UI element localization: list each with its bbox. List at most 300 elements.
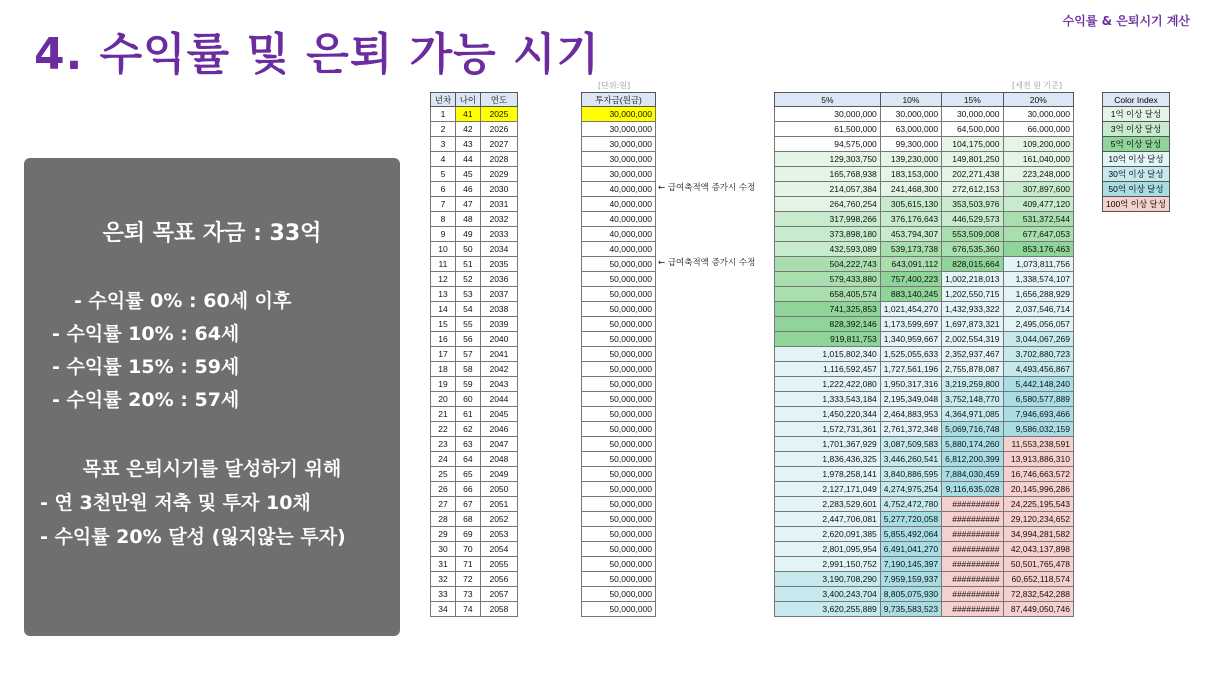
table-row: [582, 572, 656, 587]
return-cell-5: 165,768,938: [775, 167, 881, 182]
table-row: [431, 182, 518, 197]
table-row: [582, 527, 656, 542]
year-no-cell: 13: [431, 287, 456, 302]
return-cell-15: 676,535,360: [942, 242, 1003, 257]
year-no-cell: 2: [431, 122, 456, 137]
age-cell: 59: [455, 377, 480, 392]
table-row: [431, 242, 518, 257]
return-cell-15: 2,002,554,319: [942, 332, 1003, 347]
age-cell: 48: [455, 212, 480, 227]
return-cell-5: 129,303,750: [775, 152, 881, 167]
age-cell: 70: [455, 542, 480, 557]
table-row: [582, 422, 656, 437]
corner-section-label: 수익률 & 은퇴시기 계산: [1062, 14, 1190, 28]
year-no-cell: 3: [431, 137, 456, 152]
investment-cell: 50,000,000: [582, 542, 656, 557]
return-cell-15: 446,529,573: [942, 212, 1003, 227]
table-row: [431, 392, 518, 407]
table-row: [582, 557, 656, 572]
table-row: [431, 512, 518, 527]
return-cell-10: 8,805,075,930: [880, 587, 941, 602]
table-row: [431, 227, 518, 242]
color-index-row: [1103, 197, 1170, 212]
return-cell-5: 94,575,000: [775, 137, 881, 152]
return-cell-15: 2,352,937,467: [942, 347, 1003, 362]
table-row: [582, 467, 656, 482]
plan-line-2: - 수익률 20% 달성 (잃지않는 투자): [40, 526, 346, 548]
table-row: [775, 482, 1074, 497]
table-row: [582, 152, 656, 167]
investment-cell: 50,000,000: [582, 437, 656, 452]
age-cell: 45: [455, 167, 480, 182]
year-cell: 2057: [480, 587, 517, 602]
table-row: [431, 377, 518, 392]
return-cell-10: 883,140,245: [880, 287, 941, 302]
year-cell: 2045: [480, 407, 517, 422]
table-row: [431, 497, 518, 512]
return-cell-15: 3,219,259,800: [942, 377, 1003, 392]
investment-cell: 50,000,000: [582, 257, 656, 272]
age-cell: 41: [455, 107, 480, 122]
return-cell-5: 1,116,592,457: [775, 362, 881, 377]
return-cell-15: 6,812,200,399: [942, 452, 1003, 467]
investment-cell: 50,000,000: [582, 512, 656, 527]
year-no-cell: 6: [431, 182, 456, 197]
year-no-cell: 11: [431, 257, 456, 272]
table-row: [775, 152, 1074, 167]
investment-cell: 50,000,000: [582, 452, 656, 467]
return-cell-5: 2,127,171,049: [775, 482, 881, 497]
return-cell-10: 5,277,720,058: [880, 512, 941, 527]
rate-line-15: - 수익률 15% : 59세: [52, 356, 240, 378]
table-row: [582, 272, 656, 287]
table-row: [431, 437, 518, 452]
return-cell-5: 579,433,880: [775, 272, 881, 287]
year-no-cell: 1: [431, 107, 456, 122]
return-cell-10: 139,230,000: [880, 152, 941, 167]
year-table: [430, 92, 518, 617]
table-row: [775, 107, 1074, 122]
age-cell: 73: [455, 587, 480, 602]
year-cell: 2040: [480, 332, 517, 347]
investment-cell: 50,000,000: [582, 497, 656, 512]
return-cell-5: 2,620,091,385: [775, 527, 881, 542]
color-index-item: 3억 이상 달성: [1103, 122, 1170, 137]
return-cell-15: 5,880,174,260: [942, 437, 1003, 452]
return-cell-20: 24,225,195,543: [1003, 497, 1074, 512]
investment-cell: 30,000,000: [582, 167, 656, 182]
investment-cell: 30,000,000: [582, 122, 656, 137]
table-row: [431, 452, 518, 467]
table-row: [775, 242, 1074, 257]
unit-label-faint: [단위:원]: [598, 81, 631, 90]
year-cell: 2058: [480, 602, 517, 617]
return-cell-10: 63,000,000: [880, 122, 941, 137]
return-cell-10: 3,840,886,595: [880, 467, 941, 482]
table-row: [582, 137, 656, 152]
year-no-cell: 16: [431, 332, 456, 347]
year-no-cell: 18: [431, 362, 456, 377]
year-cell: 2029: [480, 167, 517, 182]
table-row: [431, 542, 518, 557]
return-cell-15: 828,015,664: [942, 257, 1003, 272]
rate-line-20: - 수익률 20% : 57세: [52, 389, 240, 411]
investment-cell: 50,000,000: [582, 572, 656, 587]
return-cell-20: 4,493,456,867: [1003, 362, 1074, 377]
year-cell: 2053: [480, 527, 517, 542]
color-index-header: Color Index: [1103, 93, 1170, 107]
return-cell-10: 2,761,372,348: [880, 422, 941, 437]
return-cell-10: 183,153,000: [880, 167, 941, 182]
retirement-target: 은퇴 목표 자금 : 33억: [102, 221, 322, 246]
return-cell-20: 9,586,032,159: [1003, 422, 1074, 437]
year-no-cell: 29: [431, 527, 456, 542]
table-row: [582, 377, 656, 392]
color-index-row: [1103, 152, 1170, 167]
return-cell-5: 828,392,146: [775, 317, 881, 332]
table-row: [431, 362, 518, 377]
year-cell: 2054: [480, 542, 517, 557]
return-cell-10: 4,274,975,254: [880, 482, 941, 497]
table-row: [582, 602, 656, 617]
table-row: [431, 152, 518, 167]
investment-cell: 50,000,000: [582, 467, 656, 482]
color-index-item: 5억 이상 달성: [1103, 137, 1170, 152]
plan-line-1: - 연 3천만원 저축 및 투자 10채: [40, 492, 311, 514]
plan-title: 목표 은퇴시기를 달성하기 위해: [82, 458, 342, 480]
table-row: [775, 122, 1074, 137]
investment-cell: 50,000,000: [582, 392, 656, 407]
year-cell: 2047: [480, 437, 517, 452]
year-cell: 2055: [480, 557, 517, 572]
table-row: [582, 287, 656, 302]
return-cell-15: 4,364,971,085: [942, 407, 1003, 422]
table-row: [431, 212, 518, 227]
table-row: [431, 602, 518, 617]
return-cell-20: 42,043,137,898: [1003, 542, 1074, 557]
year-no-cell: 24: [431, 452, 456, 467]
return-cell-20: 677,647,053: [1003, 227, 1074, 242]
year-cell: 2025: [480, 107, 517, 122]
investment-cell: 50,000,000: [582, 317, 656, 332]
year-cell: 2038: [480, 302, 517, 317]
color-index-row: [1103, 137, 1170, 152]
header-year: 연도: [480, 93, 517, 107]
return-cell-20: 6,580,577,889: [1003, 392, 1074, 407]
investment-cell: 50,000,000: [582, 302, 656, 317]
age-cell: 42: [455, 122, 480, 137]
color-index-row: [1103, 122, 1170, 137]
return-cell-10: 539,173,738: [880, 242, 941, 257]
return-cell-10: 2,464,883,953: [880, 407, 941, 422]
return-cell-20: 20,145,996,286: [1003, 482, 1074, 497]
year-cell: 2033: [480, 227, 517, 242]
return-cell-15: 553,509,008: [942, 227, 1003, 242]
age-cell: 52: [455, 272, 480, 287]
return-cell-20: 50,501,765,478: [1003, 557, 1074, 572]
returns-table: [774, 92, 1074, 617]
return-cell-5: 3,190,708,290: [775, 572, 881, 587]
age-cell: 61: [455, 407, 480, 422]
return-cell-5: 504,222,743: [775, 257, 881, 272]
page-title: 4. 수익률 및 은퇴 가능 시기: [34, 29, 600, 80]
color-index-row: [1103, 182, 1170, 197]
year-cell: 2032: [480, 212, 517, 227]
return-cell-20: 16,746,663,572: [1003, 467, 1074, 482]
investment-cell: 50,000,000: [582, 482, 656, 497]
return-cell-20: 3,702,880,723: [1003, 347, 1074, 362]
return-cell-20: 1,073,811,756: [1003, 257, 1074, 272]
table-row: [775, 602, 1074, 617]
color-index-item: 1억 이상 달성: [1103, 107, 1170, 122]
table-row: [582, 212, 656, 227]
return-cell-5: 1,015,802,340: [775, 347, 881, 362]
header-return-5: 5%: [775, 93, 881, 107]
return-cell-5: 214,057,384: [775, 182, 881, 197]
age-cell: 69: [455, 527, 480, 542]
year-no-cell: 31: [431, 557, 456, 572]
header-return-20: 20%: [1003, 93, 1074, 107]
table-row: [775, 542, 1074, 557]
return-cell-5: 1,572,731,361: [775, 422, 881, 437]
return-cell-5: 2,447,706,081: [775, 512, 881, 527]
return-cell-10: 376,176,643: [880, 212, 941, 227]
return-cell-10: 7,190,145,397: [880, 557, 941, 572]
return-cell-20: 1,656,288,929: [1003, 287, 1074, 302]
return-cell-20: 109,200,000: [1003, 137, 1074, 152]
year-no-cell: 15: [431, 317, 456, 332]
age-cell: 67: [455, 497, 480, 512]
color-index-item: 10억 이상 달성: [1103, 152, 1170, 167]
table-row: [582, 482, 656, 497]
table-row: [775, 197, 1074, 212]
return-cell-20: 66,000,000: [1003, 122, 1074, 137]
return-cell-10: 3,446,260,541: [880, 452, 941, 467]
return-cell-10: 1,340,959,667: [880, 332, 941, 347]
investment-cell: 40,000,000: [582, 197, 656, 212]
table-row: [431, 332, 518, 347]
return-cell-5: 919,811,753: [775, 332, 881, 347]
age-cell: 49: [455, 227, 480, 242]
table-row: [582, 392, 656, 407]
table-row: [582, 257, 656, 272]
age-cell: 60: [455, 392, 480, 407]
return-cell-20: 531,372,544: [1003, 212, 1074, 227]
table-row: [431, 197, 518, 212]
table-row: [431, 347, 518, 362]
table-row: [582, 332, 656, 347]
investment-cell: 50,000,000: [582, 407, 656, 422]
return-cell-5: 1,836,436,325: [775, 452, 881, 467]
age-cell: 54: [455, 302, 480, 317]
year-no-cell: 23: [431, 437, 456, 452]
return-cell-5: 3,620,255,889: [775, 602, 881, 617]
return-cell-15: 1,002,218,013: [942, 272, 1003, 287]
table-row: [775, 212, 1074, 227]
table-row: [775, 512, 1074, 527]
year-cell: 2030: [480, 182, 517, 197]
age-cell: 72: [455, 572, 480, 587]
table-row: [582, 497, 656, 512]
table-row: [582, 107, 656, 122]
table-row: [775, 137, 1074, 152]
return-cell-20: 2,495,056,057: [1003, 317, 1074, 332]
investment-cell: 50,000,000: [582, 602, 656, 617]
table-row: [431, 557, 518, 572]
return-cell-15: ##########: [942, 602, 1003, 617]
table-row: [775, 497, 1074, 512]
table-row: [775, 332, 1074, 347]
table-row: [775, 287, 1074, 302]
investment-cell: 50,000,000: [582, 527, 656, 542]
year-no-cell: 33: [431, 587, 456, 602]
year-cell: 2050: [480, 482, 517, 497]
investment-cell: 30,000,000: [582, 107, 656, 122]
return-cell-20: 7,946,693,466: [1003, 407, 1074, 422]
year-no-cell: 4: [431, 152, 456, 167]
return-cell-10: 305,615,130: [880, 197, 941, 212]
return-cell-5: 432,593,089: [775, 242, 881, 257]
year-no-cell: 30: [431, 542, 456, 557]
year-no-cell: 5: [431, 167, 456, 182]
table-row: [582, 587, 656, 602]
year-no-cell: 14: [431, 302, 456, 317]
return-cell-10: 99,300,000: [880, 137, 941, 152]
table-row: [582, 452, 656, 467]
return-cell-15: ##########: [942, 512, 1003, 527]
return-cell-10: 5,855,492,064: [880, 527, 941, 542]
investment-cell: 50,000,000: [582, 557, 656, 572]
table-row: [431, 167, 518, 182]
table-row: [775, 347, 1074, 362]
year-no-cell: 21: [431, 407, 456, 422]
year-cell: 2028: [480, 152, 517, 167]
investment-cell: 50,000,000: [582, 332, 656, 347]
color-index-item: 100억 이상 달성: [1103, 197, 1170, 212]
return-cell-10: 643,091,112: [880, 257, 941, 272]
year-no-cell: 7: [431, 197, 456, 212]
year-cell: 2035: [480, 257, 517, 272]
return-cell-5: 2,283,529,601: [775, 497, 881, 512]
year-no-cell: 22: [431, 422, 456, 437]
return-cell-5: 61,500,000: [775, 122, 881, 137]
return-cell-5: 1,450,220,344: [775, 407, 881, 422]
age-cell: 51: [455, 257, 480, 272]
return-cell-15: 2,755,878,087: [942, 362, 1003, 377]
table-row: [775, 572, 1074, 587]
investment-cell: 50,000,000: [582, 422, 656, 437]
year-cell: 2051: [480, 497, 517, 512]
table-row: [775, 467, 1074, 482]
age-cell: 71: [455, 557, 480, 572]
return-cell-20: 29,120,234,652: [1003, 512, 1074, 527]
return-cell-5: 3,400,243,704: [775, 587, 881, 602]
return-cell-5: 2,801,095,954: [775, 542, 881, 557]
table-row: [431, 467, 518, 482]
table-row: [582, 347, 656, 362]
return-cell-20: 13,913,886,310: [1003, 452, 1074, 467]
return-cell-5: 373,898,180: [775, 227, 881, 242]
color-index-row: [1103, 167, 1170, 182]
table-row: [582, 512, 656, 527]
age-cell: 53: [455, 287, 480, 302]
investment-table: [581, 92, 656, 617]
return-cell-5: 1,978,258,141: [775, 467, 881, 482]
investment-cell: 50,000,000: [582, 587, 656, 602]
return-cell-20: 3,044,067,269: [1003, 332, 1074, 347]
rate-line-0: - 수익률 0% : 60세 이후: [74, 290, 292, 312]
year-no-cell: 34: [431, 602, 456, 617]
table-row: [582, 317, 656, 332]
header-year-no: 년차: [431, 93, 456, 107]
table-row: [775, 557, 1074, 572]
return-cell-5: 30,000,000: [775, 107, 881, 122]
age-cell: 47: [455, 197, 480, 212]
year-cell: 2027: [480, 137, 517, 152]
investment-cell: 40,000,000: [582, 227, 656, 242]
basis-label-faint: [세전 원 기준]: [1012, 81, 1062, 90]
return-cell-15: 9,116,635,028: [942, 482, 1003, 497]
color-index-row: [1103, 107, 1170, 122]
year-no-cell: 9: [431, 227, 456, 242]
table-row: [775, 182, 1074, 197]
return-cell-5: 658,405,574: [775, 287, 881, 302]
year-no-cell: 20: [431, 392, 456, 407]
year-no-cell: 26: [431, 482, 456, 497]
return-cell-20: 72,832,542,288: [1003, 587, 1074, 602]
age-cell: 44: [455, 152, 480, 167]
table-row: [582, 302, 656, 317]
table-row: [431, 587, 518, 602]
return-cell-5: 264,760,254: [775, 197, 881, 212]
year-cell: 2043: [480, 377, 517, 392]
return-cell-15: 1,202,550,715: [942, 287, 1003, 302]
table-row: [431, 482, 518, 497]
return-cell-20: 60,652,118,574: [1003, 572, 1074, 587]
table-row: [775, 422, 1074, 437]
return-cell-15: 1,697,873,321: [942, 317, 1003, 332]
header-age: 나이: [455, 93, 480, 107]
year-cell: 2049: [480, 467, 517, 482]
year-cell: 2044: [480, 392, 517, 407]
adjust-note: ← 급여축적액 증가시 수정: [658, 183, 756, 193]
year-cell: 2041: [480, 347, 517, 362]
return-cell-10: 1,727,561,196: [880, 362, 941, 377]
summary-panel: [24, 158, 400, 636]
table-row: [431, 422, 518, 437]
return-cell-5: 2,991,150,752: [775, 557, 881, 572]
table-row: [431, 527, 518, 542]
age-cell: 46: [455, 182, 480, 197]
return-cell-10: 1,525,055,633: [880, 347, 941, 362]
table-row: [582, 242, 656, 257]
table-row: [431, 107, 518, 122]
investment-cell: 50,000,000: [582, 347, 656, 362]
age-cell: 50: [455, 242, 480, 257]
table-row: [431, 272, 518, 287]
age-cell: 57: [455, 347, 480, 362]
investment-cell: 30,000,000: [582, 137, 656, 152]
table-row: [582, 437, 656, 452]
return-cell-20: 161,040,000: [1003, 152, 1074, 167]
return-cell-15: 3,752,148,770: [942, 392, 1003, 407]
table-row: [582, 542, 656, 557]
return-cell-15: 1,432,933,322: [942, 302, 1003, 317]
table-row: [775, 452, 1074, 467]
rate-line-10: - 수익률 10% : 64세: [52, 323, 240, 345]
return-cell-20: 307,897,600: [1003, 182, 1074, 197]
investment-cell: 50,000,000: [582, 272, 656, 287]
